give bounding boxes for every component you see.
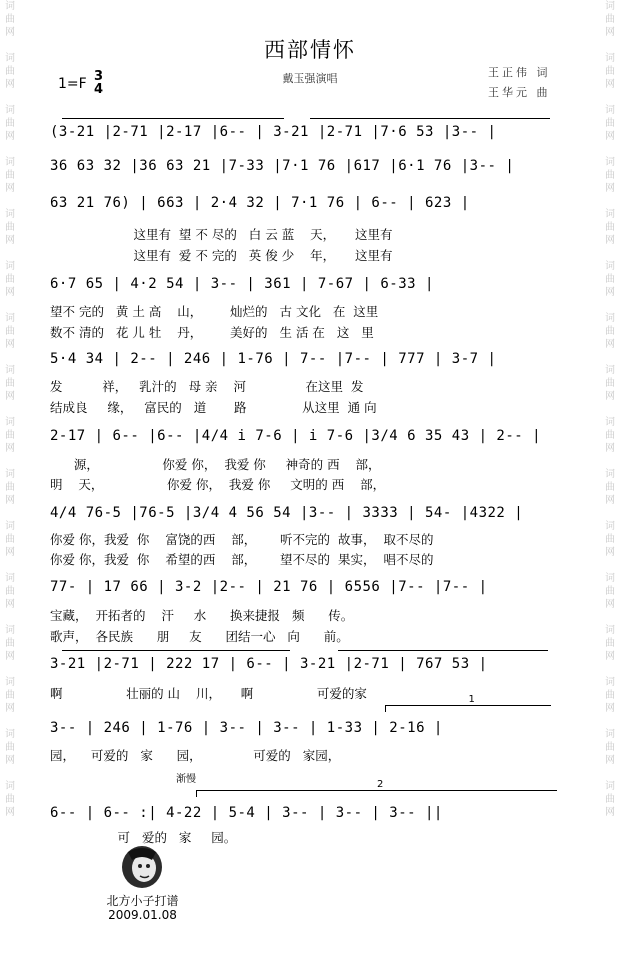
notation-line-7: 4/4 76-5 |76-5 |3/4 4 56 54 |3-- | 3333 | 54- |4322 |	[50, 505, 524, 521]
second-ending-bracket	[196, 779, 557, 797]
lyric-line-6-verse-2: 明 天， 你爱 你， 我爱 你 文明的 西 部，	[50, 477, 386, 492]
notation-line-2: 36 63 32 |36 63 21 |7-33 |7·1 76 |617 |6·1 76 |3-- |	[50, 158, 515, 174]
lyric-line-6-verse-1: 源， 你爱 你， 我爱 你 神奇的 西 部，	[50, 457, 381, 472]
tempo-mark: 渐慢	[176, 774, 196, 785]
lyric-line-7-verse-1: 你爱 你，我爱 你 富饶的西 部， 听不完的 故事， 取不尽的	[50, 532, 434, 547]
lyric-line-4-verse-2: 数不 清的 花 儿 牡 丹， 美好的 生 活 在 这 里	[50, 325, 374, 340]
lyric-line-4-verse-1: 望不 完的 黄 土 高 山， 灿烂的 古 文化 在 这里	[50, 304, 379, 319]
notation-line-3: 63 21 76) | 663 | 2·4 32 | 7·1 76 | 6-- | 623 |	[50, 195, 470, 211]
notation-line-1: (3-21 |2-71 |2-17 |6-- | 3-21 |2-71 |7·6 53 |3-- |	[50, 124, 497, 140]
lyricist-credit: 王正伟 词	[488, 66, 551, 79]
notation-line-9: 3-21 |2-71 | 222 17 | 6-- | 3-21 |2-71 | 767 53 |	[50, 656, 488, 672]
lyric-line-9: 啊 壮丽的 山 川， 啊 可爱的家	[50, 686, 367, 701]
notation-line-5: 5·4 34 | 2-- | 246 | 1-76 | 7-- |7-- | 777 | 3-7 |	[50, 351, 497, 367]
key-signature: 1=F	[58, 76, 87, 92]
singer-credit: 戴玉强演唱	[282, 72, 338, 85]
time-signature-bottom: 4	[94, 82, 104, 97]
composer-credit: 王华元 曲	[488, 86, 551, 99]
first-ending-bracket	[385, 694, 551, 712]
time-signature	[94, 70, 103, 96]
lyric-line-3-verse-1: 这里有 望 不 尽的 白 云 蓝 天， 这里有	[50, 227, 393, 242]
transcriber-name: 北方小子打谱	[106, 894, 179, 908]
notation-line-4: 6·7 65 | 4·2 54 | 3-- | 361 | 7-67 | 6-33 |	[50, 276, 434, 292]
slur	[62, 118, 284, 119]
song-title: 西部情怀	[264, 38, 356, 62]
transcription-date: 2009.01.08	[108, 908, 177, 922]
lyric-line-8-verse-1: 宝藏， 开拓者的 汗 水 换来捷报 频 传。	[50, 608, 354, 623]
time-signature-top: 3	[94, 69, 104, 84]
notation-line-11: 6-- | 6-- :| 4-22 | 5-4 | 3-- | 3-- | 3-- ||	[50, 805, 443, 821]
notation-line-10: 3-- | 246 | 1-76 | 3-- | 3-- | 1-33 | 2-16 |	[50, 720, 443, 736]
lyric-line-8-verse-2: 歌声， 各民族 朋 友 团结一心 向 前。	[50, 629, 349, 644]
slur	[338, 650, 548, 651]
transcriber-portrait-logo	[118, 844, 166, 890]
second-ending-number: 2	[377, 779, 384, 790]
lyric-line-3-verse-2: 这里有 爱 不 完的 英 俊 少 年， 这里有	[50, 248, 393, 263]
slur	[62, 650, 290, 651]
notation-line-8: 77- | 17 66 | 3-2 |2-- | 21 76 | 6556 |7-- |7-- |	[50, 579, 488, 595]
lyric-line-5-verse-1: 发 祥， 乳汁的 母 亲 河 在这里 发	[50, 379, 364, 394]
watermark-right: 词 曲 网 词 曲 网 词 曲 网 词 曲 网 词 曲 网 词 曲 网 词 曲 网 词 曲 网 词 曲 网 词 曲 网 词 曲 网 词 曲 网 词 曲 网 词 曲 网 词 曲 网 词 曲 网	[605, 1, 615, 818]
notation-line-6: 2-17 | 6-- |6-- |4/4 i 7-6 | i 7-6 |3/4 6 35 43 | 2-- |	[50, 428, 542, 444]
watermark-left: 词 曲 网 词 曲 网 词 曲 网 词 曲 网 词 曲 网 词 曲 网 词 曲 网 词 曲 网 词 曲 网 词 曲 网 词 曲 网 词 曲 网 词 曲 网 词 曲 网 词 曲 网 词 曲 网	[5, 1, 15, 818]
lyric-line-7-verse-2: 你爱 你，我爱 你 希望的西 部， 望不尽的 果实， 唱不尽的	[50, 552, 434, 567]
lyric-line-10: 园， 可爱的 家 园， 可爱的 家园，	[50, 748, 341, 763]
slur	[310, 118, 550, 119]
lyric-line-11: 可 爱的 家 园。	[50, 830, 237, 845]
first-ending-number: 1	[468, 694, 475, 705]
lyric-line-5-verse-2: 结成良 缘， 富民的 道 路 从这里 通 向	[50, 400, 377, 415]
